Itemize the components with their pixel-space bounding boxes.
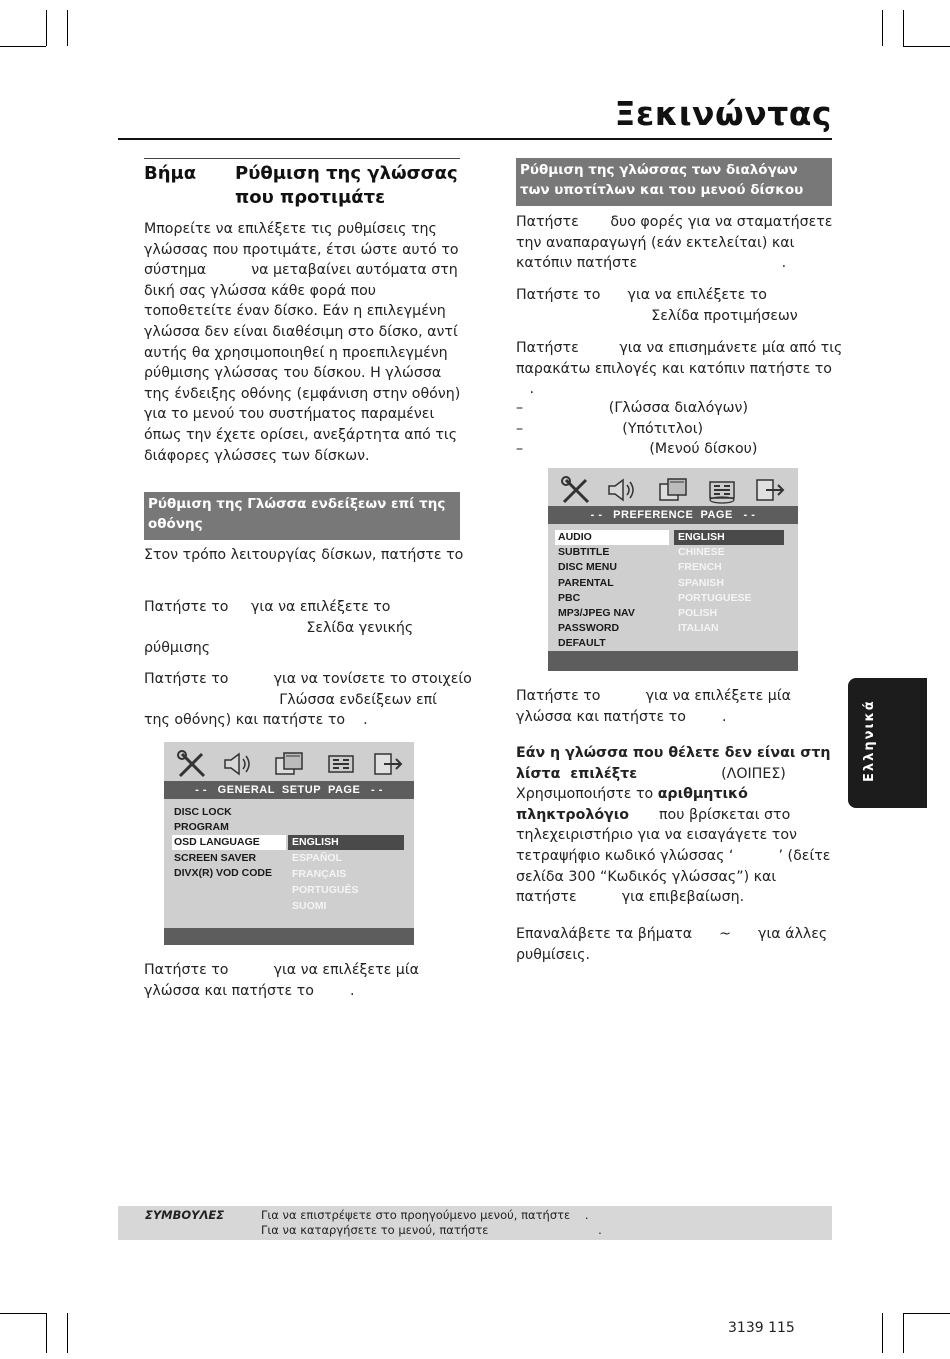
crop-mark [882,1313,883,1353]
tools-icon [560,476,592,504]
crop-mark [67,1313,68,1353]
menu-item[interactable]: DEFAULT [558,637,606,649]
step-lang-3: Πατήστε για να επισημάνετε μία από τις παρακάτω επιλογές και κατόπιν πατήστε το . [516,340,843,398]
step-osd-2: Πατήστε το για να επιλέξετε το Σελίδα γενικής ρύθμισης [144,599,414,657]
speaker-icon [222,750,254,778]
crop-mark [903,1313,904,1353]
screen-footer [164,928,414,945]
intro-paragraph: Μπορείτε να επιλέξετε τις ρυθμίσεις της γλώσσας που προτιμάτε, έτσι ώστε αυτό το σύστημα να μεταβαίνει αυτόματα στη δική σας γλώσσα κάθε φορά που τοποθετείτε έναν δίσκο. Εάν η επιλεγμένη γλώσσα δεν είναι διαθέσιμη στο δίσκο, αντί αυτής θα χρησιμοποιηθεί η προεπιλεγμένη ρύθμισης γλώσσας του δίσκου. Η γλώσσα της ένδειξης οθόνης (εμφάνιση στην οθόνη) για το μενού του συστήματος παραμένει όπως την έχετε ορίσει, ανεξάρτητα από τις διάφορες γλώσσες των δίσκων. [144,221,461,464]
screen-icon-row [548,468,798,510]
screen-band: - - GENERAL SETUP PAGE - - [164,781,414,799]
tips-label: ΣΥΜΒΟΥΛΕΣ [145,1208,225,1222]
crop-mark [46,10,47,46]
option[interactable]: SPANISH [678,577,724,589]
step-number: Βήμα [144,163,197,184]
page-title: Ξεκινώντας [614,94,832,133]
menu-item[interactable]: DIVX(R) VOD CODE [174,867,273,879]
option[interactable]: CHINESE [678,546,725,558]
option[interactable]: PORTUGUÊS [292,884,359,896]
crop-mark [882,10,883,46]
option-audio: – (Γλώσσα διαλόγων) [516,400,748,416]
option-disc-menu: – (Μενού δίσκου) [516,441,758,458]
note-bold: Εάν η γλώσσα που θέλετε δεν είναι στη [516,745,831,761]
crop-mark [0,1313,46,1314]
general-setup-screen [164,742,414,945]
menu-item[interactable]: DISC LOCK [174,806,232,818]
menu-item-selected[interactable]: AUDIO [555,530,669,545]
other-language-note [516,743,832,908]
language-tab [848,678,927,808]
crop-mark [46,1313,47,1353]
option[interactable]: POLISH [678,607,718,619]
note-numpad: αριθμητικό [657,786,748,803]
note-others: (ΛΟΙΠΕΣ) [721,765,786,782]
menu-item[interactable]: PASSWORD [558,622,620,634]
option[interactable]: FRENCH [678,561,722,573]
step-osd-4: Πατήστε το για να επιλέξετε μία γλώσσα και πατήστε το . [144,962,419,999]
option-selected[interactable]: ENGLISH [674,530,784,545]
note-numpad: πληκτρολόγιο [516,806,630,823]
menu-item-selected[interactable]: OSD LANGUAGE [172,835,286,850]
menu-item[interactable]: MP3/JPEG NAV [558,607,635,619]
screen-icon-row [164,742,414,784]
step-lang-1: Πατήστε δυο φορές για να σταματήσετε την αναπαραγωγή (εάν εκτελείται) και κατόπιν πατήστε . [516,214,833,272]
option[interactable]: FRANÇAIS [292,868,347,880]
language-tab-label: Ελληνικά [862,699,877,782]
crop-mark [903,10,904,46]
step-osd-3: Πατήστε το για να τονίσετε το στοιχείο Γλώσσα ενδείξεων επί της οθόνης) και πατήστε το . [144,671,472,729]
crop-mark [903,46,950,47]
menu-item[interactable]: PBC [558,592,581,604]
preference-screen [548,468,798,671]
section-bar-language: Ρύθμιση της γλώσσας των διαλόγων των υποτίτλων και του μενού δίσκου [516,158,832,206]
preference-icon [706,476,738,504]
note-rest: τηλεχειριστήριο για να εισαγάγετε τον τετραψήφιο κωδικό γλώσσας ‘ ’ (δείτε σελίδα 300 “Κωδικός γλώσσας”) και πατήστε για επιβεβαίωση. [516,827,831,906]
option[interactable]: ITALIAN [678,622,719,634]
step-title: Ρύθμιση της γλώσσας που προτιμάτε [235,163,458,208]
step-heading [144,158,460,208]
option-list [516,398,832,460]
speaker-icon [606,476,638,504]
note-use: Χρησιμοποιήστε το [516,786,658,803]
menu-item[interactable]: PROGRAM [174,821,229,833]
exit-icon [754,476,786,504]
option-selected[interactable]: ENGLISH [288,835,404,850]
repeat-steps: Επαναλάβετε τα βήματα ~ για άλλες ρυθμίσεις. [516,926,828,963]
menu-item[interactable]: DISC MENU [558,561,617,573]
crop-mark [0,46,46,47]
step-lang-2: Πατήστε το για να επιλέξετε το Σελίδα προτιμήσεων [516,287,798,324]
page-number: 3139 115 [728,1320,795,1336]
crop-mark [903,1313,950,1314]
video-icon [274,750,306,778]
option[interactable]: ESPAÑOL [292,852,342,864]
note-rest: που βρίσκεται στο [659,806,791,823]
section-bar-osd: Ρύθμιση της Γλώσσα ενδείξεων επί της οθόνης [144,492,460,540]
menu-item[interactable]: SUBTITLE [558,546,610,558]
option[interactable]: PORTUGUESE [678,592,752,604]
option[interactable]: SUOMI [292,900,327,912]
tips-line-2: Για να καταργήσετε το μενού, πατήστε . [261,1223,602,1237]
header-rule [118,138,832,140]
step-osd-1: Στον τρόπο λειτουργίας δίσκων, πατήστε το [144,547,464,563]
tools-icon [176,750,208,778]
note-bold: λίστα επιλέξτε [516,765,638,782]
exit-icon [372,750,404,778]
crop-mark [67,10,68,46]
option-subtitle: – (Υπότιτλοι) [516,420,704,437]
screen-band: - - PREFERENCE PAGE - - [548,506,798,524]
tips-line-1: Για να επιστρέψετε στο προηγούμενο μενού, πατήστε . [261,1208,589,1222]
video-icon [658,476,690,504]
step-lang-4: Πατήστε το για να επιλέξετε μία γλώσσα και πατήστε το . [516,688,791,725]
menu-item[interactable]: SCREEN SAVER [174,852,257,864]
tips-box [118,1206,832,1240]
menu-item[interactable]: PARENTAL [558,577,614,589]
screen-footer [548,651,798,671]
preference-icon [325,750,357,778]
